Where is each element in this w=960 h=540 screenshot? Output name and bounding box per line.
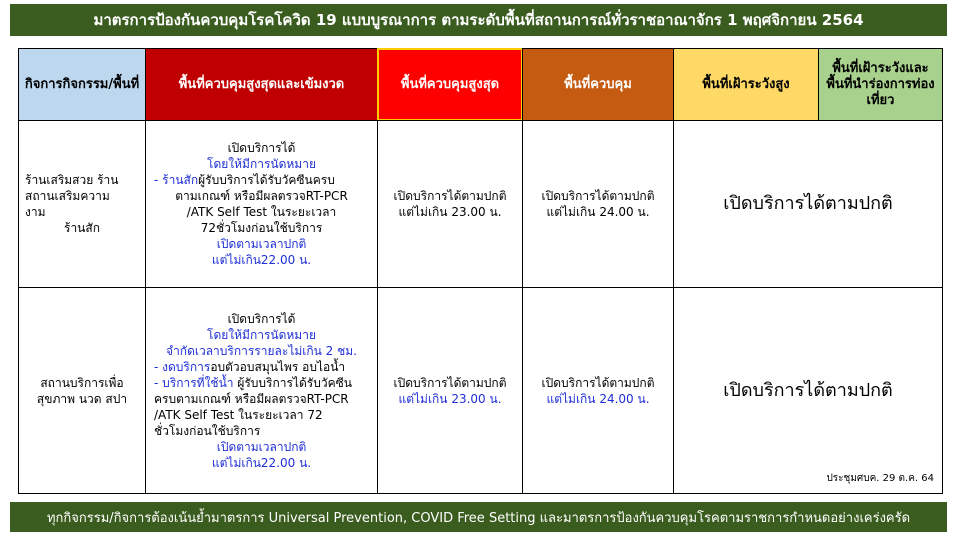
- rule-line: /ATK Self Test ในระยะเวลา 72: [154, 407, 323, 422]
- header-zone-maximum: [377, 48, 523, 121]
- rule-line-hours: แต่ไม่เกิน 23.00 น.: [398, 391, 502, 406]
- rule-line: [146, 172, 335, 188]
- header-zone-maximum-label: พื้นที่ควบคุมสูงสุด: [400, 76, 500, 92]
- row-beauty-zone-surveillance: [673, 120, 943, 288]
- header-activity: [18, 48, 146, 121]
- rule-line-normal: เปิดบริการได้ตามปกติ: [723, 193, 893, 214]
- rule-line: ตามเกณฑ์ หรือมีผลตรวจRT-PCR: [175, 189, 348, 203]
- activity-line: ร้านสัก: [64, 221, 100, 235]
- rule-line-hours: แต่ไม่เกิน 24.00 น.: [546, 391, 650, 406]
- row-spa-activity: [18, 287, 146, 494]
- rule-line-time-limit: จำกัดเวลาบริการรายละไม่เกิน 2 ชม.: [166, 343, 357, 358]
- row-beauty-zone-maximum: [377, 120, 523, 288]
- rule-line: [146, 359, 345, 375]
- measures-table: [18, 48, 943, 494]
- rule-line-hours: เปิดตามเวลาปกติ: [216, 237, 307, 251]
- rule-line: เปิดบริการได้ตามปกติ: [541, 375, 655, 390]
- row-spa-zone-maximum: [377, 287, 523, 494]
- rule-text: ผู้รับบริการได้รับวัคซีน: [233, 375, 352, 390]
- rule-line: /ATK Self Test ในระยะเวลา: [186, 205, 337, 219]
- activity-line: สุขภาพ นวด สปา: [36, 391, 128, 406]
- activity-line: งาม: [25, 205, 46, 219]
- footer-note: ทุกกิจกรรม/กิจการต้องเน้นย้ำมาตรการ Universal Prevention, COVID Free Setting และมาตรการป้องกันควบคุมโรคตามราชการกำหนดอย่างเคร่งครัด: [10, 502, 947, 532]
- rule-line: เปิดบริการได้ตามปกติ: [541, 189, 655, 203]
- rule-line: [146, 375, 352, 391]
- page-title: มาตรการป้องกันควบคุมโรคโควิด 19 แบบบูรณาการ ตามระดับพื้นที่สถานการณ์ทั่วราชอาณาจักร 1 พฤศจิกายน 2564: [10, 4, 947, 36]
- rule-line-hours: เปิดตามเวลาปกติ: [216, 439, 307, 454]
- rule-highlight: - บริการที่ใช้น้ำ: [154, 375, 234, 390]
- activity-line: ร้านเสริมสวย ร้าน: [25, 173, 119, 187]
- header-zone-control-label: พื้นที่ควบคุม: [564, 76, 632, 92]
- rule-line: ครบตามเกณฑ์ หรือมีผลตรวจRT-PCR: [154, 391, 349, 406]
- meeting-note: ประชุมศบค. 29 ต.ค. 64: [826, 473, 934, 484]
- rule-line-appointment: โดยให้มีการนัดหมาย: [207, 327, 316, 342]
- header-activity-label: กิจการกิจกรรม/พื้นที่: [24, 76, 140, 92]
- activity-line: สถานบริการเพื่อ: [40, 375, 124, 390]
- header-zone-strictest: [145, 48, 378, 121]
- rule-text: อบตัวอบสมุนไพร อบไอน้ำ: [210, 359, 346, 374]
- header-zone-surveillance-tourism: [818, 48, 943, 121]
- rule-line: ชั่วโมงก่อนใช้บริการ: [154, 423, 261, 438]
- rule-line: แต่ไม่เกิน 24.00 น.: [546, 205, 650, 219]
- rule-line-appointment: โดยให้มีการนัดหมาย: [207, 157, 316, 171]
- row-beauty-zone-strictest: [145, 120, 378, 288]
- rule-line: เปิดบริการได้: [227, 311, 296, 326]
- rule-highlight: - ร้านสัก: [154, 173, 199, 187]
- rule-line: เปิดบริการได้ตามปกติ: [393, 189, 507, 203]
- rule-line: 72ชั่วโมงก่อนใช้บริการ: [200, 221, 323, 235]
- activity-line: สถานเสริมความ: [25, 189, 110, 203]
- header-zone-strictest-label: พื้นที่ควบคุมสูงสุดและเข้มงวด: [178, 76, 345, 92]
- row-spa-zone-surveillance: [673, 287, 943, 494]
- rule-line-normal: เปิดบริการได้ตามปกติ: [723, 379, 893, 401]
- rule-line-hours: แต่ไม่เกิน22.00 น.: [211, 253, 312, 267]
- rule-highlight: - งดบริการ: [154, 359, 211, 374]
- row-spa-zone-control: [522, 287, 674, 494]
- header-zone-control: [522, 48, 674, 121]
- rule-line-hours: แต่ไม่เกิน22.00 น.: [211, 455, 312, 470]
- header-zone-high-surveillance: [673, 48, 819, 121]
- row-beauty-activity: [18, 120, 146, 288]
- rule-line: เปิดบริการได้: [227, 141, 296, 155]
- header-zone-high-surveillance-label: พื้นที่เฝ้าระวังสูง: [702, 76, 790, 92]
- rule-line: เปิดบริการได้ตามปกติ: [393, 375, 507, 390]
- row-spa-zone-strictest: [145, 287, 378, 494]
- rule-text: ผู้รับบริการได้รับวัคซีนครบ: [198, 173, 335, 187]
- header-zone-surveillance-tourism-label: พื้นที่เฝ้าระวังและพื้นที่นำร่องการท่องเที่ยว: [826, 60, 935, 108]
- rule-line: แต่ไม่เกิน 23.00 น.: [398, 205, 502, 219]
- row-beauty-zone-control: [522, 120, 674, 288]
